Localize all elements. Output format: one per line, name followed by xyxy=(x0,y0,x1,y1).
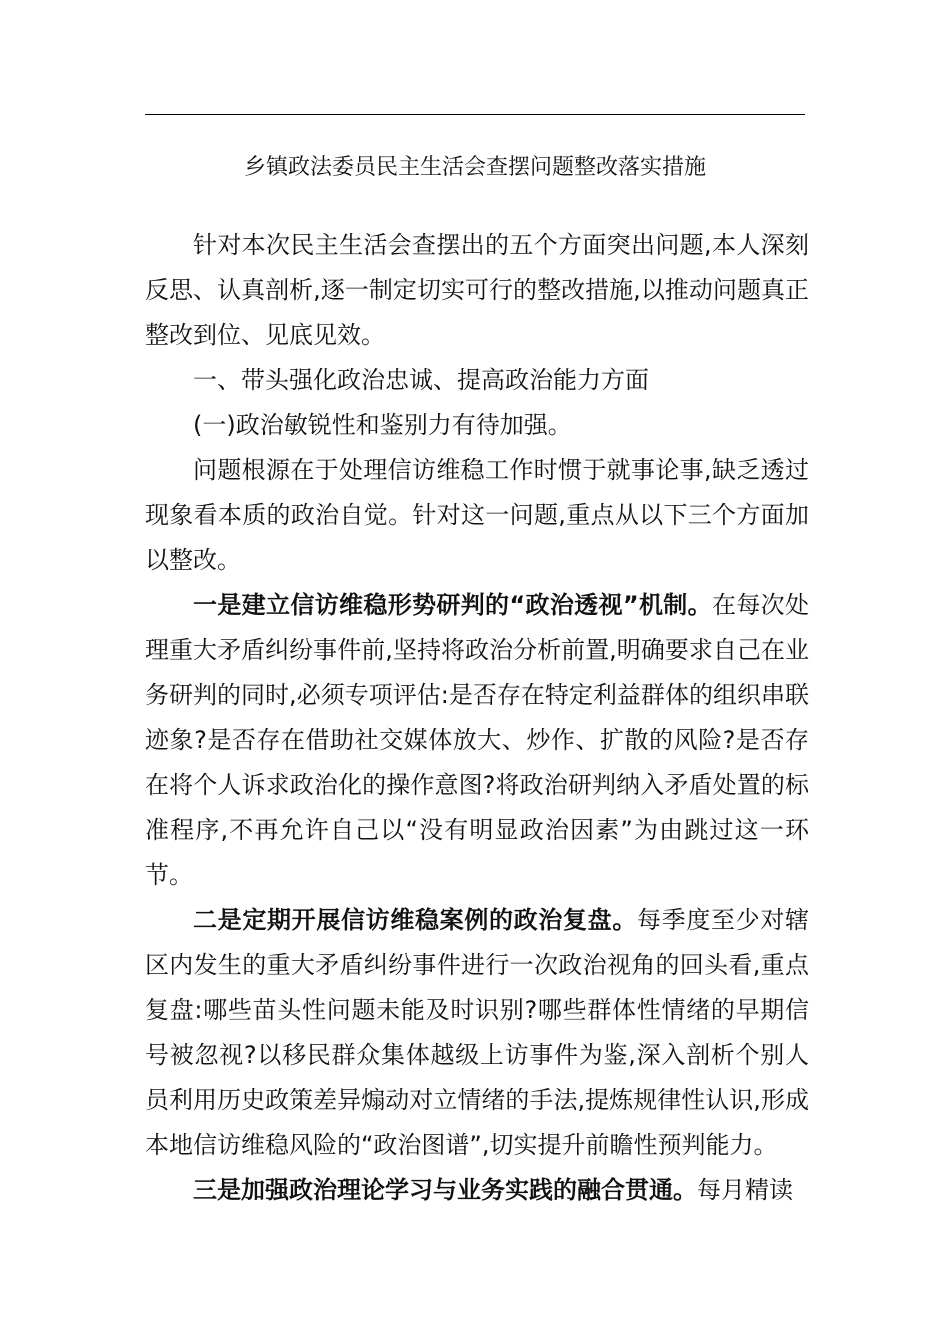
measure-paragraph-1 xyxy=(145,583,809,898)
root-cause-paragraph: 问题根源在于处理信访维稳工作时惯于就事论事,缺乏透过现象看本质的政治自觉。针对这一问题,重点从以下三个方面加以整改。 xyxy=(145,456,809,574)
measure-lead: 二是定期开展信访维稳案例的政治复盘。 xyxy=(193,906,637,934)
measure-text: 在每次处理重大矛盾纠纷事件前,坚持将政治分析前置,明确要求自己在业务研判的同时,必须专项评估:是否存在特定利益群体的组织串联迹象?是否存在借助社交媒体放大、炒作、扩散的风险?是否存在将个人诉求政治化的操作意图?将政治研判纳入矛盾处置的标准程序,不再允许自己以“没有明显政治因素”为由跳过这一环节。 xyxy=(145,591,809,889)
measure-paragraph-2 xyxy=(145,898,809,1168)
measure-paragraph-3 xyxy=(145,1168,809,1213)
measure-lead: 一是建立信访维稳形势研判的“政治透视”机制。 xyxy=(193,591,712,619)
subsection-heading: (一)政治敏锐性和鉴别力有待加强。 xyxy=(193,411,572,439)
header-rule xyxy=(145,114,805,115)
measure-text: 每季度至少对辖区内发生的重大矛盾纠纷事件进行一次政治视角的回头看,重点复盘:哪些苗头性问题未能及时识别?哪些群体性情绪的早期信号被忽视?以移民群众集体越级上访事件为鉴,深入剖析个别人员利用历史政策差异煽动对立情绪的手法,提炼规律性认识,形成本地信访维稳风险的“政治图谱”,切实提升前瞻性预判能力。 xyxy=(145,906,809,1159)
intro-paragraph: 针对本次民主生活会查摆出的五个方面突出问题,本人深刻反思、认真剖析,逐一制定切实可行的整改措施,以推动问题真正整改到位、见底见效。 xyxy=(145,231,809,349)
section-heading: 一、带头强化政治忠诚、提高政治能力方面 xyxy=(193,366,649,394)
measure-lead: 三是加强政治理论学习与业务实践的融合贯通。 xyxy=(193,1176,697,1204)
document-title: 乡镇政法委员民主生活会查摆问题整改落实措施 xyxy=(243,155,706,180)
measure-text: 每月精读 xyxy=(697,1176,793,1204)
document-body xyxy=(145,223,809,1213)
